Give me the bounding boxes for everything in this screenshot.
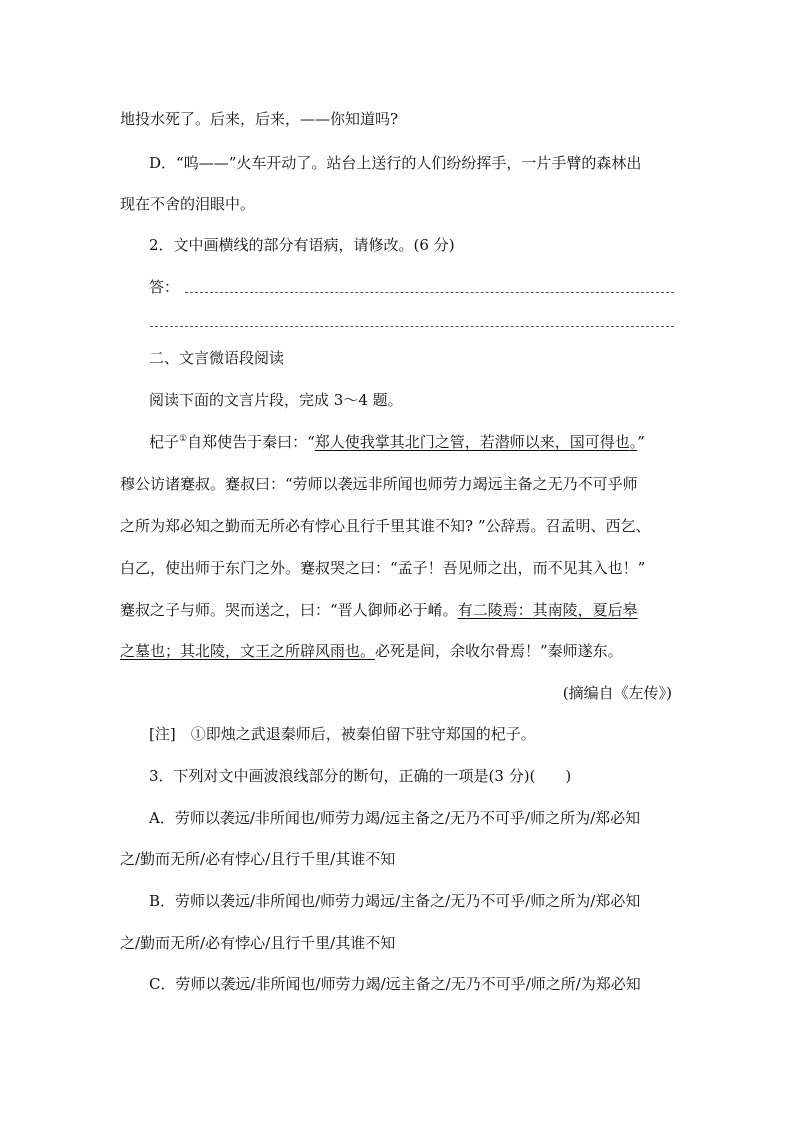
option-d-line-2: 现在不舍的泪眼中。	[120, 195, 256, 213]
option-b-line-2: 之/勤而无所/必有悖心/且行千里/其谁不知	[120, 934, 396, 952]
passage-text: 自郑使告于秦曰：“	[187, 433, 315, 451]
passage-text: ”	[637, 433, 645, 451]
section-heading: 二、文言微语段阅读	[149, 349, 285, 367]
passage-text: 蹇叔之子与师。哭而送之，曰：“晋人御师必于崤。	[120, 601, 458, 619]
passage-line-1	[149, 431, 645, 453]
option-d-line-1: D．“呜——”火车开动了。站台上送行的人们纷纷挥手，一片手臂的森林出	[149, 154, 642, 172]
footnote-marker: ①	[179, 434, 188, 444]
option-b-line-1: B．劳师以袭远/非所闻也/师劳力竭远/主备之/无乃不可乎/师之所为/郑必知	[149, 892, 641, 910]
passage-line-2: 穆公访诸蹇叔。蹇叔曰：“劳师以袭远非所闻也师劳力竭远主备之无乃不可乎师	[120, 475, 638, 493]
option-a-line-2: 之/勤而无所/必有悖心/且行千里/其谁不知	[120, 850, 396, 868]
answer-line-2	[150, 326, 674, 327]
passage-text: 杞子	[149, 433, 180, 451]
passage-line-3: 之所为郑必知之勤而无所必有悖心且行千里其谁不知? ”公辞焉。召孟明、西乞、	[120, 517, 651, 535]
answer-line-1	[185, 292, 674, 293]
passage-text: 必死是间，余收尔骨焉！”秦师遂东。	[375, 642, 623, 660]
passage-line-5	[120, 599, 638, 621]
source-citation: (摘编自《左传》)	[562, 684, 672, 702]
underlined-text: 之墓也；其北陵，文王之所辟风雨也。	[120, 642, 376, 660]
footnote: [注] ①即烛之武退秦师后，被秦伯留下驻守郑国的杞子。	[149, 725, 536, 743]
passage-line-6	[120, 640, 623, 662]
answer-label: 答：	[149, 278, 180, 296]
option-c-line-1: C．劳师以袭远/非所闻也/师劳力竭/远主备之/无乃不可乎/师之所/为郑必知	[149, 975, 641, 993]
instruction: 阅读下面的文言片段，完成 3～4 题。	[149, 391, 403, 409]
question-3: 3．下列对文中画波浪线部分的断句，正确的一项是(3 分)( )	[149, 767, 572, 785]
passage-line-4: 白乙，使出师于东门之外。蹇叔哭之曰：“孟子！吾见师之出，而不见其入也！”	[120, 559, 646, 577]
underlined-text: 有二陵焉：其南陵，夏后皋	[457, 601, 638, 619]
text-line: 地投水死了。后来，后来，——你知道吗?	[120, 110, 399, 128]
option-a-line-1: A．劳师以袭远/非所闻也/师劳力竭/远主备之/无乃不可乎/师之所为/郑必知	[149, 809, 641, 827]
question-2: 2．文中画横线的部分有语病，请修改。(6 分)	[149, 236, 455, 254]
underlined-text: 郑人使我掌其北门之管，若潜师以来，国可得也。	[314, 433, 638, 451]
